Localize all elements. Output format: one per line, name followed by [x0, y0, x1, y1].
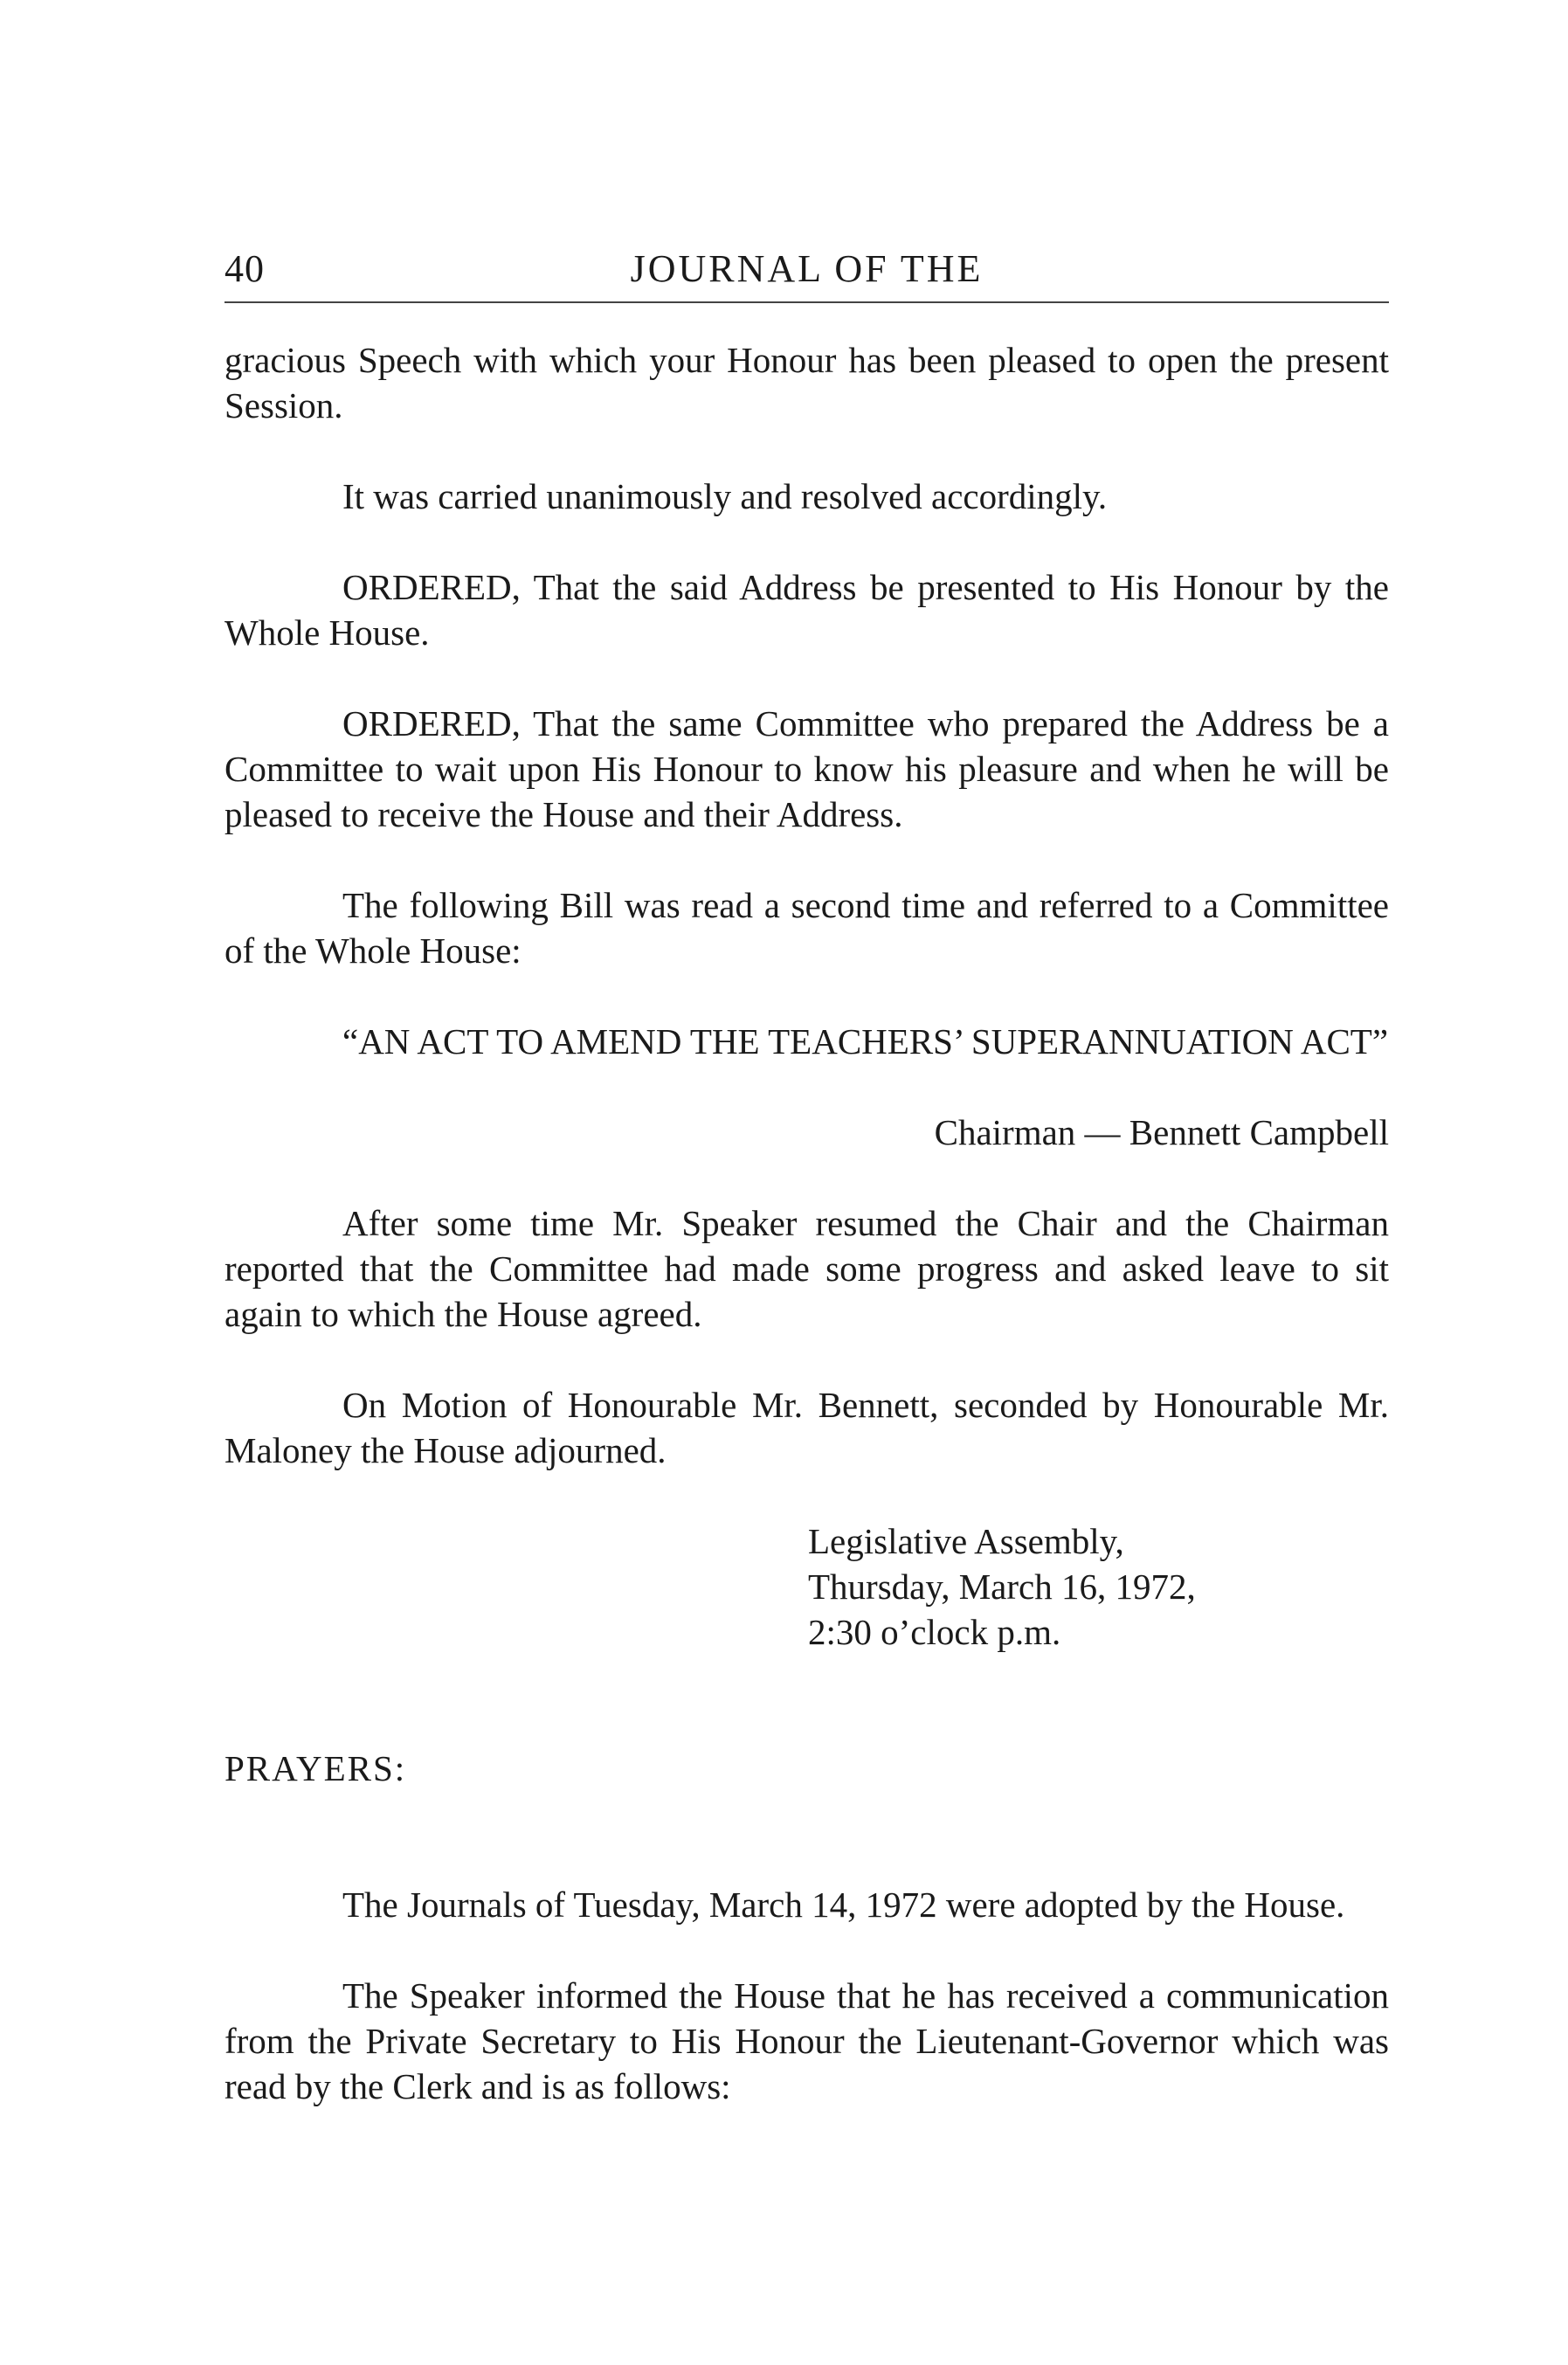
paragraph-speech-continuation: gracious Speech with which your Honour has been pleased to open the present Session.: [224, 340, 1389, 425]
running-head: JOURNAL OF THE: [630, 247, 984, 290]
paragraph-adjourned: On Motion of Honourable Mr. Bennett, seconded by Honourable Mr. Maloney the House adjourned.: [224, 1385, 1389, 1470]
paragraph-journals-adopted: The Journals of Tuesday, March 14, 1972 were adopted by the House.: [342, 1884, 1345, 1925]
paragraph-bill-read: The following Bill was read a second time and referred to a Committee of the Whole House:: [224, 885, 1389, 971]
page-number: 40: [224, 247, 265, 290]
committee-chairman: Chairman — Bennett Campbell: [934, 1112, 1389, 1152]
paragraph-speaker-resumed: After some time Mr. Speaker resumed the Chair and the Chairman reported that the Committee had made some progress and asked leave to sit again to which the House agreed.: [224, 1203, 1389, 1334]
paragraph-speaker-communication: The Speaker informed the House that he has received a communication from the Private Secretary to His Honour the Lieutenant-Governor which was read by the Clerk and is as follows:: [224, 1975, 1389, 2106]
prayers-heading: PRAYERS:: [224, 1748, 407, 1788]
bill-title: “AN ACT TO AMEND THE TEACHERS’ SUPERANNUATION ACT”: [342, 1021, 1389, 1061]
sitting-dateline: [808, 1518, 1389, 1655]
sitting-date: Thursday, March 16, 1972,: [808, 1566, 1196, 1607]
journal-body: [224, 337, 1389, 2109]
page-header: [224, 246, 1389, 297]
sitting-assembly: Legislative Assembly,: [808, 1521, 1124, 1561]
sitting-time: 2:30 o’clock p.m.: [808, 1612, 1061, 1652]
paragraph-ordered-committee: ORDERED, That the same Committee who prepared the Address be a Committee to wait upon His Honour to know his pleasure and when he will be pleased to receive the House and their Address.: [224, 703, 1389, 834]
paragraph-carried: It was carried unanimously and resolved accordingly.: [342, 476, 1108, 516]
header-rule: [224, 301, 1389, 303]
paragraph-ordered-address: ORDERED, That the said Address be presented to His Honour by the Whole House.: [224, 567, 1389, 653]
